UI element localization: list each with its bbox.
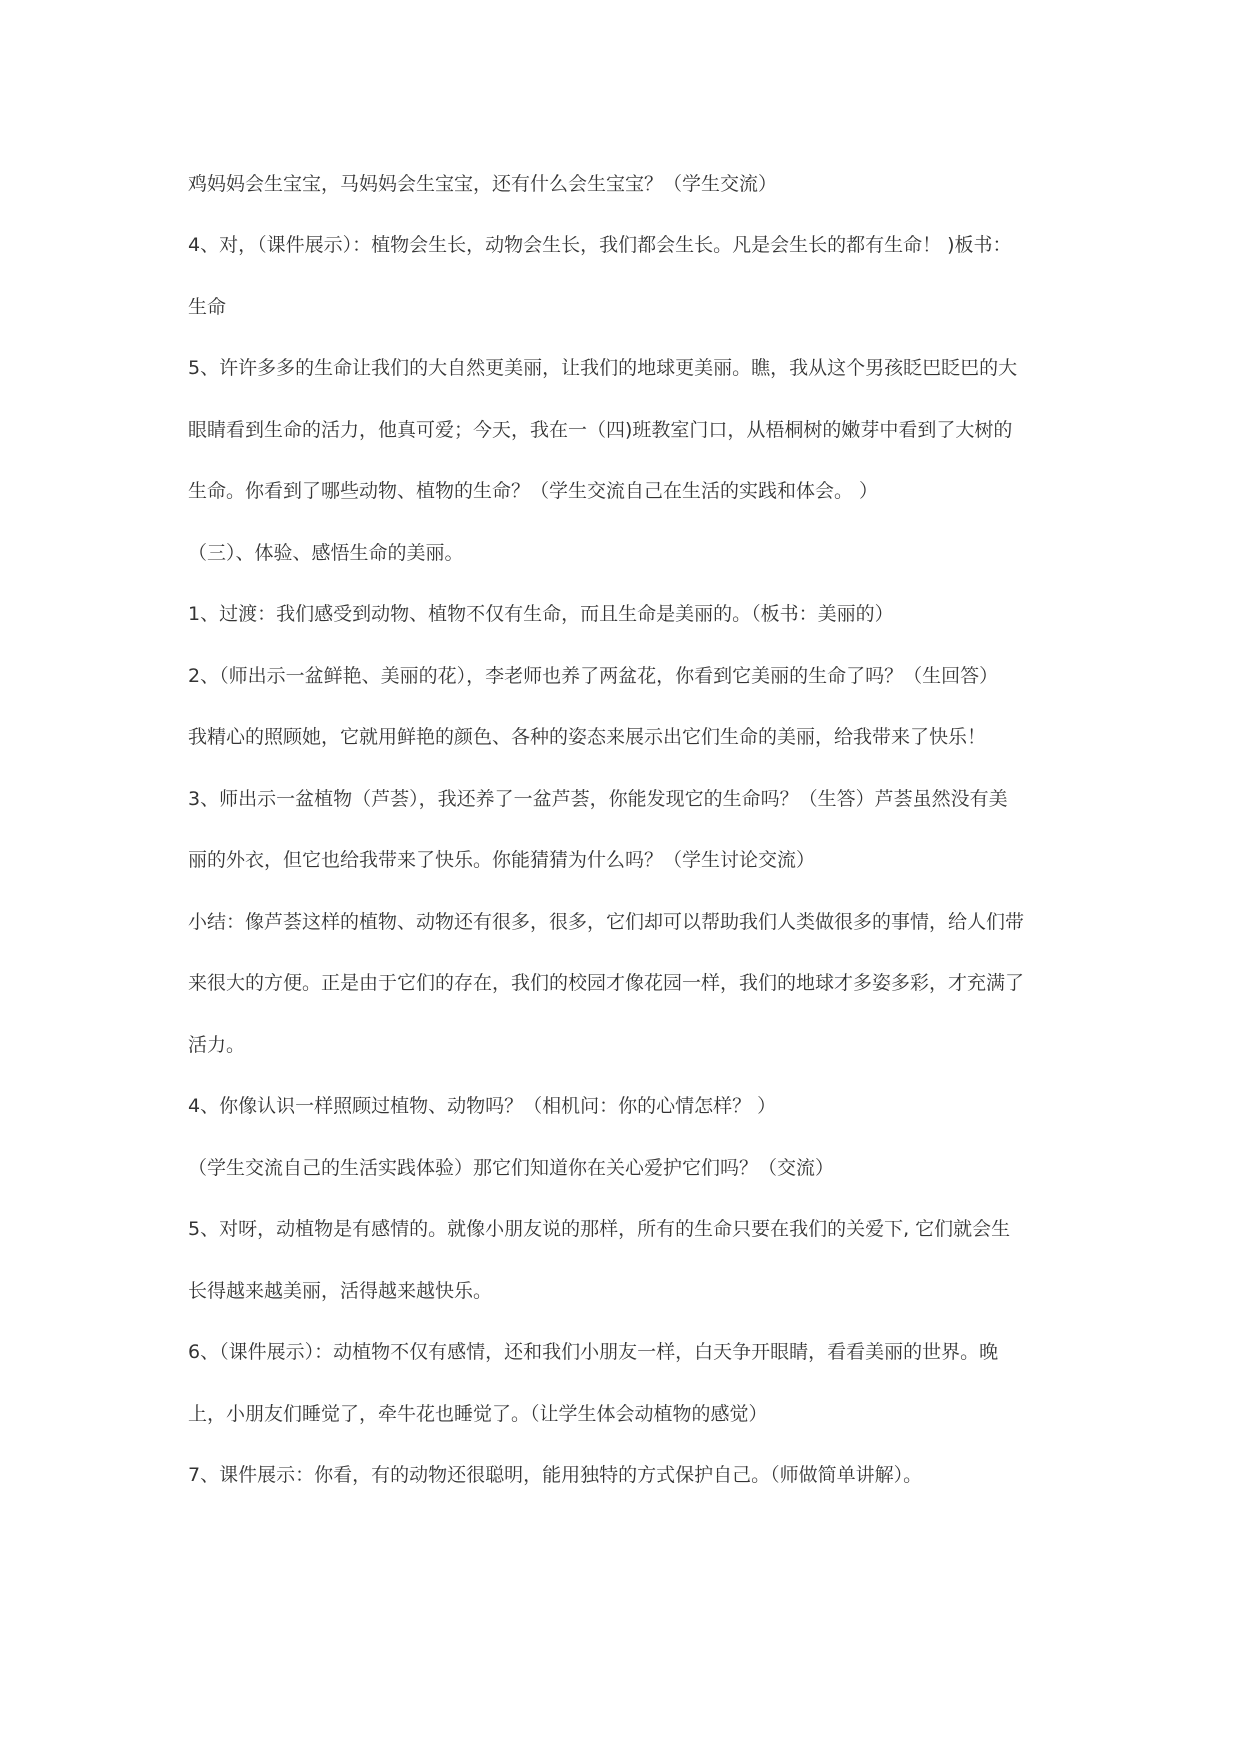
text-line: 小结：像芦荟这样的植物、动物还有很多，很多，它们却可以帮助我们人类做很多的事情，给人们带 (188, 911, 1025, 933)
text-line: 5、许许多多的生命让我们的大自然更美丽，让我们的地球更美丽。瞧，我从这个男孩眨巴眨巴的大 (188, 357, 1018, 379)
text-line: 4、你像认识一样照顾过植物、动物吗？（相机问：你的心情怎样？ ） (188, 1095, 777, 1117)
text-line: 生命 (188, 296, 227, 318)
text-line: 上，小朋友们睡觉了，牵牛花也睡觉了。（让学生体会动植物的感觉） (188, 1403, 768, 1425)
text-line: 4、对，（课件展示）：植物会生长，动物会生长，我们都会生长。凡是会生长的都有生命！ )板书： (188, 234, 1012, 256)
text-line: 2、（师出示一盆鲜艳、美丽的花），李老师也养了两盆花，你看到它美丽的生命了吗？（生回答） (188, 665, 999, 687)
text-line: 3、师出示一盆植物（芦荟），我还养了一盆芦荟，你能发现它的生命吗？（生答）芦荟虽然没有美 (188, 788, 1008, 810)
text-line: 7、课件展示：你看，有的动物还很聪明，能用独特的方式保护自己。（师做简单讲解）。 (188, 1464, 923, 1486)
section-heading: （三）、体验、感悟生命的美丽。 (188, 542, 464, 564)
text-line: 6、（课件展示）：动植物不仅有感情，还和我们小朋友一样，白天争开眼睛，看看美丽的世界。晚 (188, 1341, 999, 1363)
text-line: 来很大的方便。正是由于它们的存在，我们的校园才像花园一样，我们的地球才多姿多彩，才充满了 (188, 972, 1025, 994)
text-line: 眼睛看到生命的活力，他真可爱；今天，我在一（四)班教室门口，从梧桐树的嫩芽中看到了大树的 (188, 419, 1013, 441)
text-line: 鸡妈妈会生宝宝，马妈妈会生宝宝，还有什么会生宝宝？（学生交流） (188, 173, 778, 195)
text-line: 丽的外衣，但它也给我带来了快乐。你能猜猜为什么吗？（学生讨论交流） (188, 849, 816, 871)
text-line: 我精心的照顾她，它就用鲜艳的颜色、各种的姿态来展示出它们生命的美丽，给我带来了快乐！ (188, 726, 987, 748)
text-line: 活力。 (188, 1034, 246, 1056)
text-line: 5、对呀，动植物是有感情的。就像小朋友说的那样，所有的生命只要在我们的关爱下, 它们就会生 (188, 1218, 1011, 1240)
text-line: 1、过渡：我们感受到动物、植物不仅有生命，而且生命是美丽的。（板书：美丽的） (188, 603, 894, 625)
text-line: 长得越来越美丽，活得越来越快乐。 (188, 1280, 493, 1302)
text-line: （学生交流自己的生活实践体验）那它们知道你在关心爱护它们吗？（交流） (188, 1157, 835, 1179)
text-line: 生命。你看到了哪些动物、植物的生命？（学生交流自己在生活的实践和体会。 ） (188, 480, 879, 502)
